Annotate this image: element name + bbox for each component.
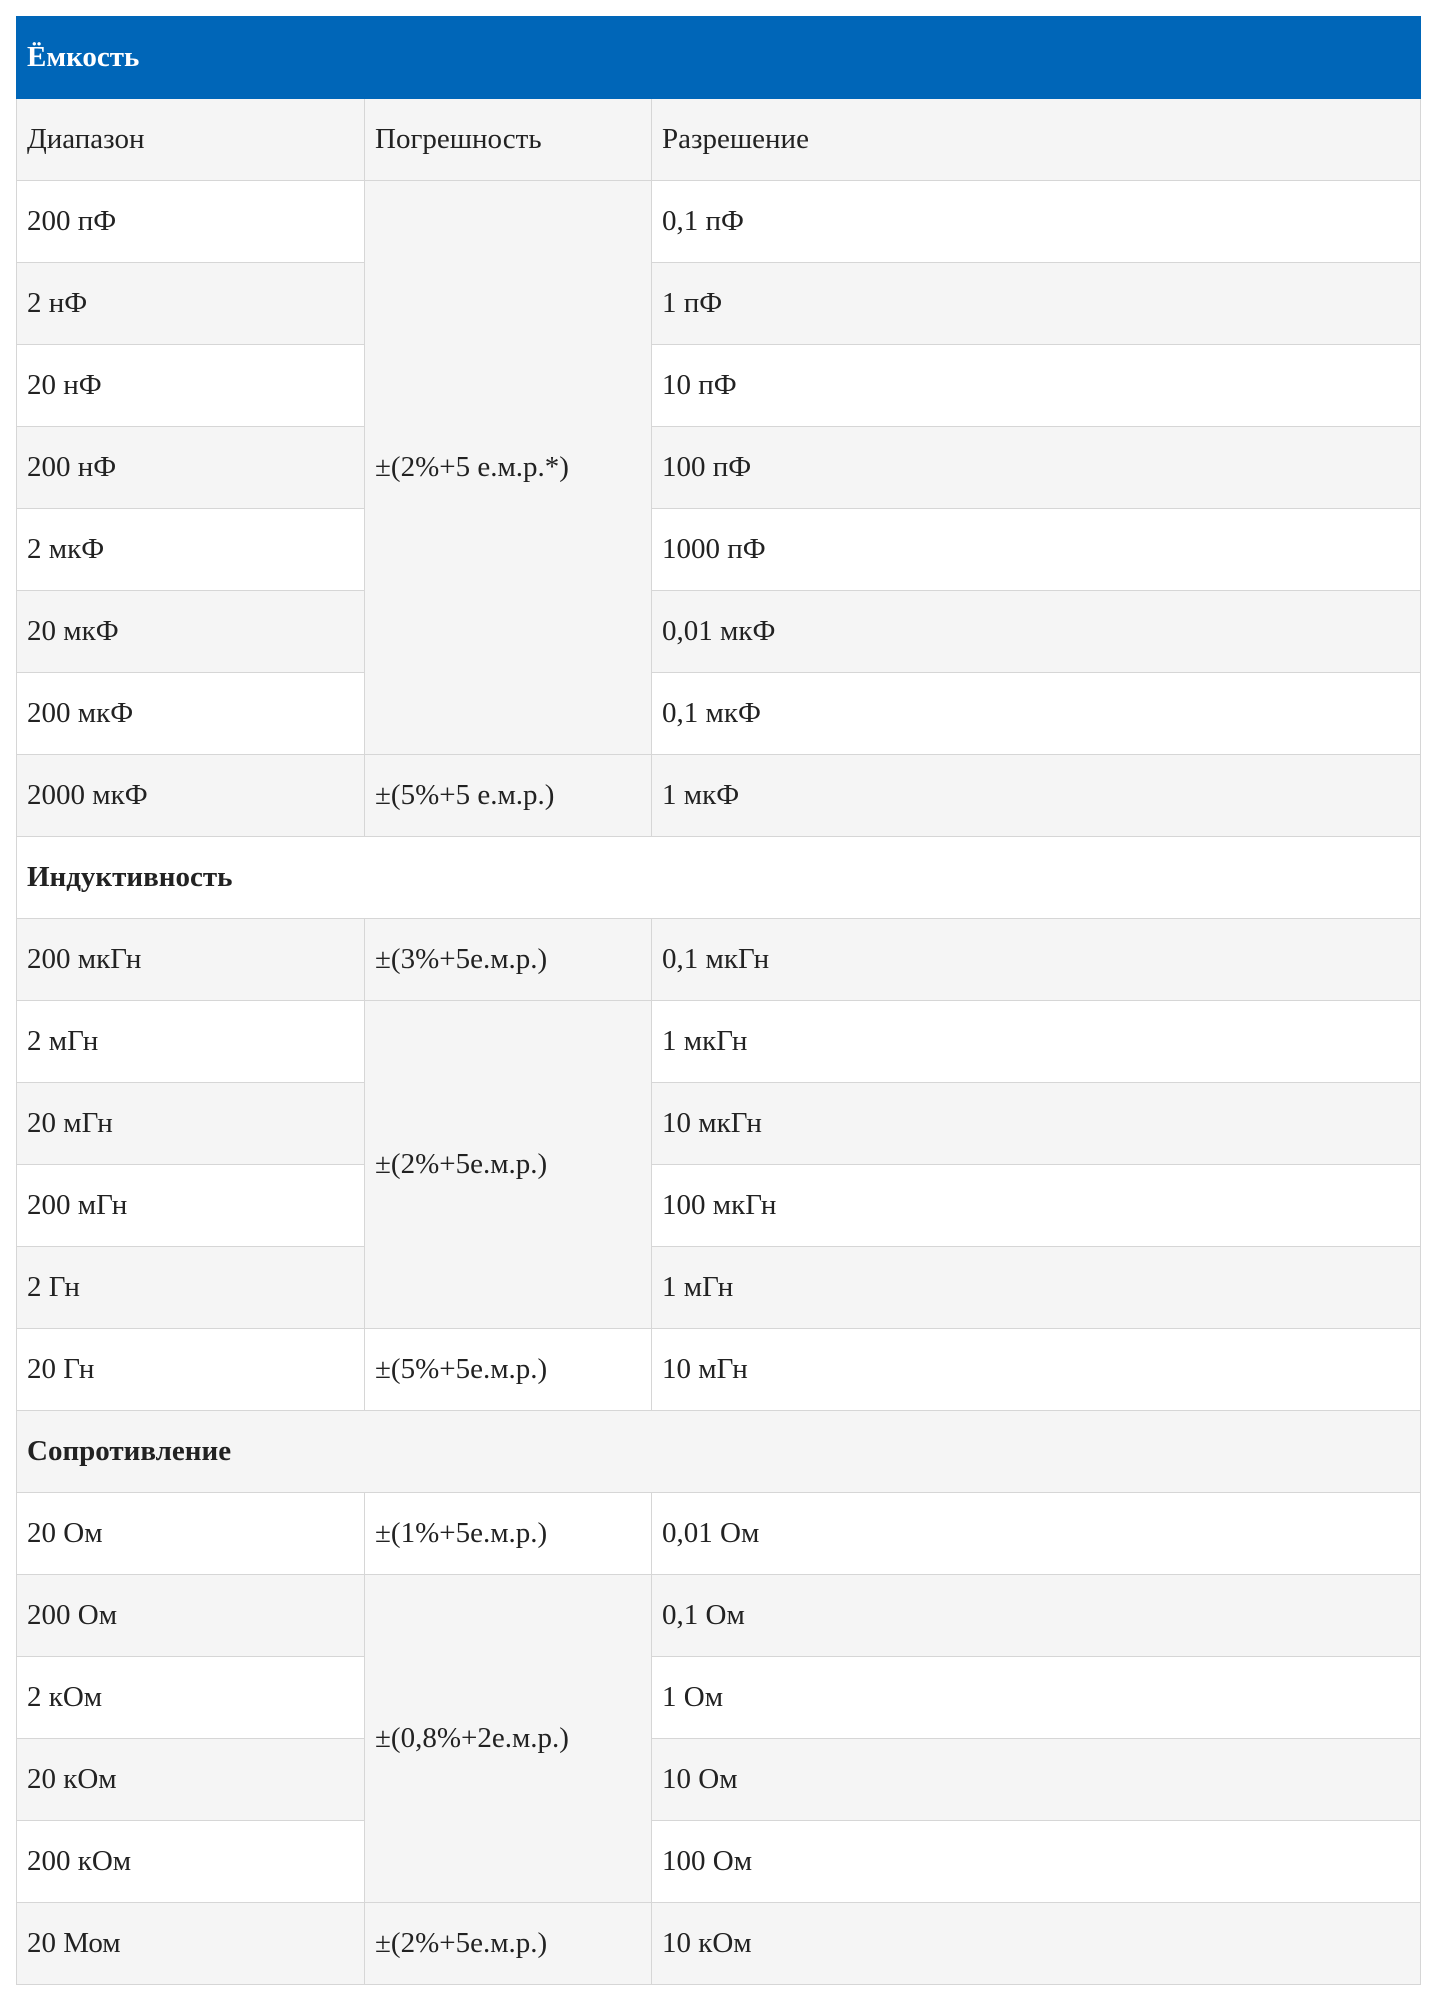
table-row <box>17 1001 1421 1083</box>
resolution-cell: 0,01 Ом <box>652 1493 1421 1575</box>
range-cell: 2 мГн <box>17 1001 365 1083</box>
resolution-cell: 1 Ом <box>652 1657 1421 1739</box>
range-cell: 200 нФ <box>17 427 365 509</box>
resolution-cell: 0,1 мкГн <box>652 919 1421 1001</box>
table-row <box>17 919 1421 1001</box>
resolution-cell: 1 мГн <box>652 1247 1421 1329</box>
header-accuracy: Погрешность <box>365 99 652 181</box>
resolution-cell: 1000 пФ <box>652 509 1421 591</box>
resolution-cell: 0,01 мкФ <box>652 591 1421 673</box>
range-cell: 2000 мкФ <box>17 755 365 837</box>
resolution-cell: 100 мкГн <box>652 1165 1421 1247</box>
table-row <box>17 1739 1421 1821</box>
table-row <box>17 673 1421 755</box>
header-resolution: Разрешение <box>652 99 1421 181</box>
table-row <box>17 1575 1421 1657</box>
range-cell: 200 мкФ <box>17 673 365 755</box>
accuracy-cell: ±(3%+5е.м.р.) <box>365 919 652 1001</box>
resolution-cell: 10 Ом <box>652 1739 1421 1821</box>
section-row-inductance <box>17 837 1421 919</box>
table-row <box>17 591 1421 673</box>
resolution-cell: 10 кОм <box>652 1903 1421 1985</box>
range-cell: 20 кОм <box>17 1739 365 1821</box>
resolution-cell: 10 пФ <box>652 345 1421 427</box>
table-row <box>17 1329 1421 1411</box>
range-cell: 200 Ом <box>17 1575 365 1657</box>
table-row <box>17 263 1421 345</box>
accuracy-cell: ±(2%+5е.м.р.) <box>365 1903 652 1985</box>
resolution-cell: 1 мкГн <box>652 1001 1421 1083</box>
resolution-cell: 0,1 пФ <box>652 181 1421 263</box>
resolution-cell: 100 Ом <box>652 1821 1421 1903</box>
range-cell: 200 кОм <box>17 1821 365 1903</box>
header-row <box>17 99 1421 181</box>
range-cell: 200 мкГн <box>17 919 365 1001</box>
range-cell: 20 мГн <box>17 1083 365 1165</box>
section-title: Индуктивность <box>17 837 1421 919</box>
table-row <box>17 1821 1421 1903</box>
range-cell: 200 мГн <box>17 1165 365 1247</box>
table-row <box>17 1903 1421 1985</box>
range-cell: 2 нФ <box>17 263 365 345</box>
table-row <box>17 1165 1421 1247</box>
resolution-cell: 0,1 Ом <box>652 1575 1421 1657</box>
accuracy-cell: ±(5%+5 е.м.р.) <box>365 755 652 837</box>
table-row <box>17 181 1421 263</box>
range-cell: 2 кОм <box>17 1657 365 1739</box>
table-row <box>17 345 1421 427</box>
table-row <box>17 509 1421 591</box>
resolution-cell: 100 пФ <box>652 427 1421 509</box>
table-row <box>17 1493 1421 1575</box>
accuracy-cell: ±(2%+5е.м.р.) <box>365 1001 652 1329</box>
table-row <box>17 1657 1421 1739</box>
table-row <box>17 755 1421 837</box>
resolution-cell: 0,1 мкФ <box>652 673 1421 755</box>
table-row <box>17 1083 1421 1165</box>
header-range: Диапазон <box>17 99 365 181</box>
accuracy-cell: ±(1%+5е.м.р.) <box>365 1493 652 1575</box>
range-cell: 20 Мом <box>17 1903 365 1985</box>
table-row <box>17 1247 1421 1329</box>
range-cell: 200 пФ <box>17 181 365 263</box>
resolution-cell: 1 пФ <box>652 263 1421 345</box>
spec-table <box>16 16 1421 1985</box>
table-title-row <box>17 17 1421 99</box>
range-cell: 20 мкФ <box>17 591 365 673</box>
range-cell: 20 нФ <box>17 345 365 427</box>
range-cell: 2 мкФ <box>17 509 365 591</box>
range-cell: 20 Ом <box>17 1493 365 1575</box>
accuracy-cell: ±(5%+5е.м.р.) <box>365 1329 652 1411</box>
accuracy-cell: ±(0,8%+2е.м.р.) <box>365 1575 652 1903</box>
range-cell: 2 Гн <box>17 1247 365 1329</box>
range-cell: 20 Гн <box>17 1329 365 1411</box>
resolution-cell: 10 мГн <box>652 1329 1421 1411</box>
section-title: Сопротивление <box>17 1411 1421 1493</box>
section-row-resistance <box>17 1411 1421 1493</box>
table-title: Ёмкость <box>17 17 1421 99</box>
accuracy-cell: ±(2%+5 е.м.р.*) <box>365 181 652 755</box>
resolution-cell: 10 мкГн <box>652 1083 1421 1165</box>
table-row <box>17 427 1421 509</box>
resolution-cell: 1 мкФ <box>652 755 1421 837</box>
